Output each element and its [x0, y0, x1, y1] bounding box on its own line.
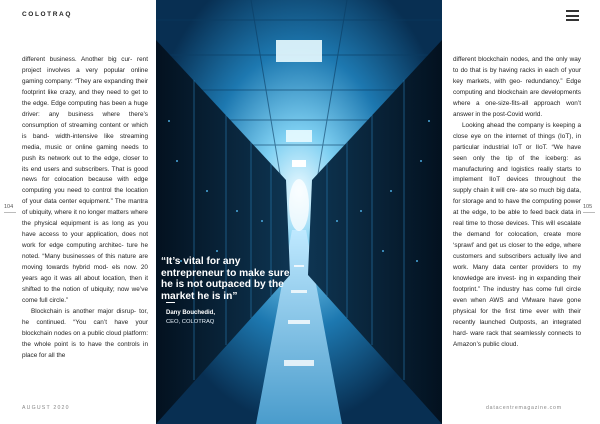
- article-column-left: [22, 55, 148, 362]
- article-column-right: [453, 55, 581, 351]
- page-number-right: 105: [583, 204, 593, 210]
- data-center-photo: [156, 0, 442, 424]
- quote-attribution-name: Dany Bouchedid,: [166, 310, 216, 316]
- footer-date: AUGUST 2020: [22, 405, 70, 411]
- page-number-left-rule: [4, 212, 16, 213]
- page-number-left: 104: [4, 204, 14, 210]
- hamburger-menu-icon[interactable]: [566, 10, 579, 21]
- server-aisle-illustration: [156, 0, 442, 424]
- paragraph: different business. Another big cur- rent project involves a very popular online gaming company: “They are expanding their footprint like crazy, and they need to get to the edge. Edge computing has been a huge driver: any business where there’s consumption of streaming content or which is band- width-intensive like streaming media, music or online gaming needs to push its network out to the edge, closer to its end users and subscribers. That is good news for colocation because with edge computing you need to control the location of your data center equipment.” The mantra of ubiquity, where it no longer matters where the physical equipment is as long as you have access to your application, does not work for edge computing architec- ture he noted. “Many businesses of this nature are moving towards hybrid mod- els now. 20 years ago it was all about location, then it shifted to the notion of ubiquity; now we’ve come full circle.”: [22, 56, 148, 304]
- paragraph: Blockchain is another major disrup- tor, he continued. “You can’t have your blockchain nodes on a public cloud platform: the whole point is to have the controls in place for all the: [22, 307, 148, 359]
- quote-divider: [166, 302, 175, 303]
- quote-attribution-title: CEO, COLOTRAQ: [166, 319, 215, 325]
- paragraph: Looking ahead the company is keeping a close eye on the internet of things (IoT), in particular industrial IoT or IIoT. “We have seen only the tip of the iceberg: as manufacturing and logistics really starts to implement IIoT devices throughout the supply chain it will cre- ate so much big data, for storage and to have the computing power at the edge, to be able to feed back data in real time to those devices. This will escalate the demand for colocation, create more ‘sprawl’ and get us closer to the edge, where customers and subscribers actually live and work. Many data center providers to my knowledge are invest- ing in expanding their footprint.” The industry has come full circle even when AWS and VMware have gone physical for the first time ever with their recently launched Outposts, an integrated hard- ware rack that seamlessly connects to Amazon’s public cloud.: [453, 121, 581, 348]
- page-number-right-rule: [583, 212, 595, 213]
- brand-logo[interactable]: COLOTRAQ: [22, 11, 72, 18]
- footer-website-link[interactable]: datacentremagazine.com: [486, 405, 562, 411]
- paragraph: different blockchain nodes, and the only way to do that is by having racks in each of your key markets, with geo- redundancy.” Edge computing and blockchain are developments where a one-size-fits-all approach won’t answer in the post-Covid world.: [453, 56, 581, 118]
- pull-quote: “It’s vital for any entrepreneur to make sure he is not outpaced by the market he is in”: [161, 256, 290, 302]
